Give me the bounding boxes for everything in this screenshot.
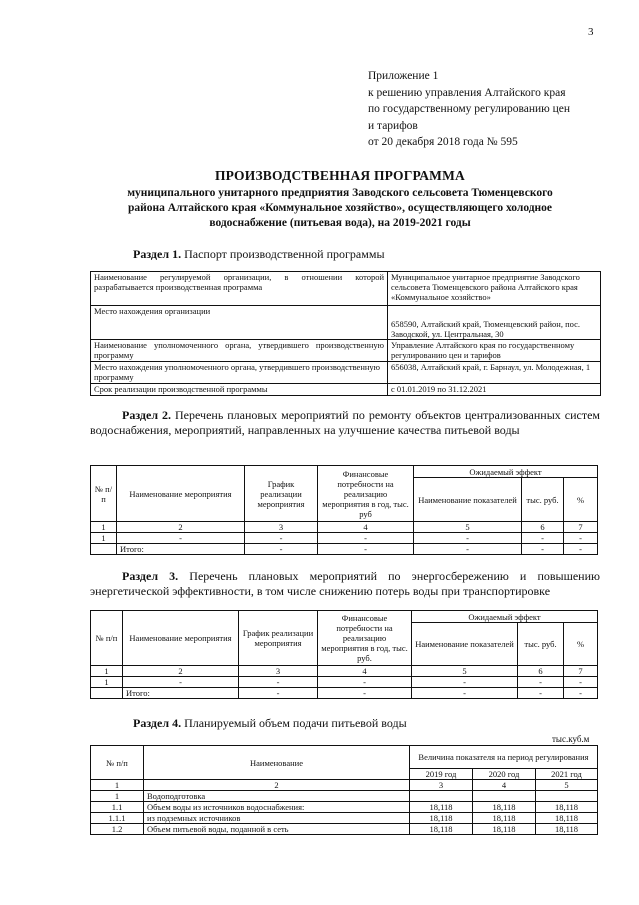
col-header-indicator: Наименование показателей: [414, 478, 522, 522]
col-header-year: 2019 год: [410, 769, 473, 780]
value-2020: 18,118: [473, 824, 536, 835]
table-cell: -: [318, 544, 414, 555]
value-2021: 18,118: [536, 813, 598, 824]
row-name: Объем воды из источников водоснабжения:: [144, 802, 410, 813]
column-number: 5: [412, 666, 518, 677]
table-row: [91, 340, 601, 362]
total-row: [91, 544, 598, 555]
table-cell: -: [123, 677, 239, 688]
table-cell: -: [318, 688, 412, 699]
appendix-line: Приложение 1: [368, 70, 439, 82]
column-number-row: [91, 666, 598, 677]
value-2020: 18,118: [473, 813, 536, 824]
table-cell: -: [318, 533, 414, 544]
col-header-year: 2021 год: [536, 769, 598, 780]
table-row: [91, 272, 601, 306]
col-header-schedule: График реализации мероприятия: [239, 611, 318, 666]
section4-table: [90, 745, 598, 835]
col-header-finance: Финансовые потребности на реализацию мероприятия в год, тыс. руб.: [318, 611, 412, 666]
column-number: 2: [117, 522, 245, 533]
table-row: [91, 791, 598, 802]
col-header-name: Наименование мероприятия: [117, 466, 245, 522]
passport-value: Управление Алтайского края по государственному регулированию цен и тарифов: [388, 340, 601, 362]
row-name: Водоподготовка: [144, 791, 410, 802]
table-cell: -: [522, 533, 564, 544]
total-label: Итого:: [117, 544, 245, 555]
col-header-indicator: Наименование показателей: [412, 623, 518, 666]
col-header-percent: %: [564, 623, 598, 666]
row-number: 1.1.1: [91, 813, 144, 824]
column-number: 2: [123, 666, 239, 677]
table-row: [91, 362, 601, 384]
passport-label: Наименование уполномоченного органа, утвердившего производственную программу: [91, 340, 388, 362]
table-cell: -: [239, 688, 318, 699]
column-number: 4: [473, 780, 536, 791]
column-number: 5: [536, 780, 598, 791]
total-label: Итого:: [123, 688, 239, 699]
appendix-line: по государственному регулированию цен: [368, 103, 571, 115]
column-number: 7: [564, 666, 598, 677]
passport-label: Наименование регулируемой организации, в отношении которой разрабатывается производственная программа: [91, 272, 388, 306]
table-cell: -: [564, 533, 598, 544]
section3-label: Раздел 3.: [122, 569, 179, 583]
column-number: 3: [239, 666, 318, 677]
table-cell: -: [239, 677, 318, 688]
column-number: 1: [91, 522, 117, 533]
value-2019: 18,118: [410, 813, 473, 824]
value-2019: 18,118: [410, 824, 473, 835]
document-subtitle-line: района Алтайского края «Коммунальное хозяйство», осуществляющего холодное: [127, 202, 553, 214]
table-cell: -: [518, 677, 564, 688]
column-number: 4: [318, 522, 414, 533]
passport-label: Место нахождения организации: [91, 306, 388, 340]
table-row: [91, 533, 598, 544]
column-number: 4: [318, 666, 412, 677]
col-header-thousand-rub: тыс. руб.: [518, 623, 564, 666]
table-cell: -: [117, 533, 245, 544]
table-cell: -: [518, 688, 564, 699]
section4-text: Планируемый объем подачи питьевой воды: [181, 716, 407, 730]
table-cell: 1: [91, 533, 117, 544]
table-cell: -: [564, 544, 598, 555]
column-number: 6: [522, 522, 564, 533]
table-cell: -: [245, 533, 318, 544]
row-name: из подземных источников: [144, 813, 410, 824]
col-header-num: № п/п: [91, 466, 117, 522]
column-number: 7: [564, 522, 598, 533]
value-2020: 18,118: [473, 802, 536, 813]
col-header-name: Наименование: [144, 746, 410, 780]
row-number: 1.2: [91, 824, 144, 835]
col-header-num: № п/п: [91, 746, 144, 780]
col-header-effect: Ожидаемый эффект: [414, 466, 598, 478]
column-number: 3: [410, 780, 473, 791]
appendix-line: к решению управления Алтайского края: [368, 86, 566, 99]
table-cell: -: [318, 677, 412, 688]
value-2020: [473, 791, 536, 802]
column-number: 5: [414, 522, 522, 533]
passport-table: [90, 271, 601, 396]
appendix-line: и тарифов: [368, 119, 418, 132]
value-2021: [536, 791, 598, 802]
table-cell: -: [245, 544, 318, 555]
section4-heading: [133, 716, 593, 731]
passport-value: Муниципальное унитарное предприятие Заводского сельсовета Тюменцевского района Алтайского края «Коммунальное хозяйство»: [388, 272, 601, 306]
value-2021: 18,118: [536, 802, 598, 813]
column-number: 6: [518, 666, 564, 677]
table-cell: [91, 688, 123, 699]
section4-label: Раздел 4.: [133, 716, 182, 730]
appendix-line: от 20 декабря 2018 года № 595: [368, 136, 518, 148]
table-row: [91, 802, 598, 813]
page-number: 3: [588, 26, 594, 38]
section1-text: Паспорт производственной программы: [181, 247, 385, 261]
value-2019: [410, 791, 473, 802]
column-number-row: [91, 522, 598, 533]
table-header-row: [91, 746, 598, 769]
col-header-num: № п/п: [91, 611, 123, 666]
value-2021: 18,118: [536, 824, 598, 835]
column-number: 1: [91, 666, 123, 677]
passport-label: Место нахождения уполномоченного органа, утвердившего производственную программу: [91, 362, 388, 384]
col-header-effect: Ожидаемый эффект: [412, 611, 598, 623]
passport-value: 656038, Алтайский край, г. Барнаул, ул. Молодежная, 1: [388, 362, 601, 384]
total-row: [91, 688, 598, 699]
table-row: [91, 813, 598, 824]
col-header-finance: Финансовые потребности на реализацию мероприятия в год, тыс. руб: [318, 466, 414, 522]
value-2019: 18,118: [410, 802, 473, 813]
section2-label: Раздел 2.: [122, 408, 172, 422]
column-number-row: [91, 780, 598, 791]
appendix-block: [368, 68, 608, 151]
passport-value: 658590, Алтайский край, Тюменцевский район, пос. Заводской, ул. Центральная, 30: [388, 306, 601, 340]
col-header-thousand-rub: тыс. руб.: [522, 478, 564, 522]
col-header-period: Величина показателя на период регулирования: [410, 746, 598, 769]
section3-table: [90, 610, 598, 699]
table-cell: -: [414, 544, 522, 555]
col-header-name: Наименование мероприятия: [123, 611, 239, 666]
table-cell: [91, 544, 117, 555]
column-number: 1: [91, 780, 144, 791]
section2-table: [90, 465, 598, 555]
section1-label: Раздел 1.: [133, 247, 182, 261]
table-row: [91, 306, 601, 340]
table-cell: -: [522, 544, 564, 555]
title-block: [80, 168, 600, 231]
section2-heading: [90, 408, 600, 438]
section2-text: Перечень плановых мероприятий по ремонту объектов централизованных систем водоснабжения, мероприятий, направленных на улучшение качества питьевой воды: [90, 408, 600, 437]
row-name: Объем питьевой воды, поданной в сеть: [144, 824, 410, 835]
table-cell: 1: [91, 677, 123, 688]
document-subtitle-line: водоснабжение (питьевая вода), на 2019-2021 годы: [209, 217, 471, 229]
passport-label: Срок реализации производственной программы: [91, 384, 388, 396]
table-cell: -: [414, 533, 522, 544]
column-number: 3: [245, 522, 318, 533]
table-cell: -: [564, 688, 598, 699]
col-header-percent: %: [564, 478, 598, 522]
section3-heading: [90, 569, 600, 599]
document-title: ПРОИЗВОДСТВЕННАЯ ПРОГРАММА: [214, 168, 465, 183]
section3-text: Перечень плановых мероприятий по энергосбережению и повышению энергетической эффективности, в том числе снижению потерь воды при транспортировке: [90, 569, 600, 598]
col-header-schedule: График реализации мероприятия: [245, 466, 318, 522]
table-row: [91, 824, 598, 835]
unit-note: тыс.куб.м: [552, 734, 590, 744]
table-cell: -: [564, 677, 598, 688]
table-row: [91, 677, 598, 688]
section1-heading: [133, 247, 593, 262]
table-header-row: [91, 466, 598, 478]
col-header-year: 2020 год: [473, 769, 536, 780]
row-number: 1.1: [91, 802, 144, 813]
column-number: 2: [144, 780, 410, 791]
table-row: [91, 384, 601, 396]
passport-value: с 01.01.2019 по 31.12.2021: [388, 384, 601, 396]
table-header-row: [91, 611, 598, 623]
document-subtitle-line: муниципального унитарного предприятия Заводского сельсовета Тюменцевского: [127, 187, 553, 199]
row-number: 1: [91, 791, 144, 802]
table-cell: -: [412, 688, 518, 699]
table-cell: -: [412, 677, 518, 688]
